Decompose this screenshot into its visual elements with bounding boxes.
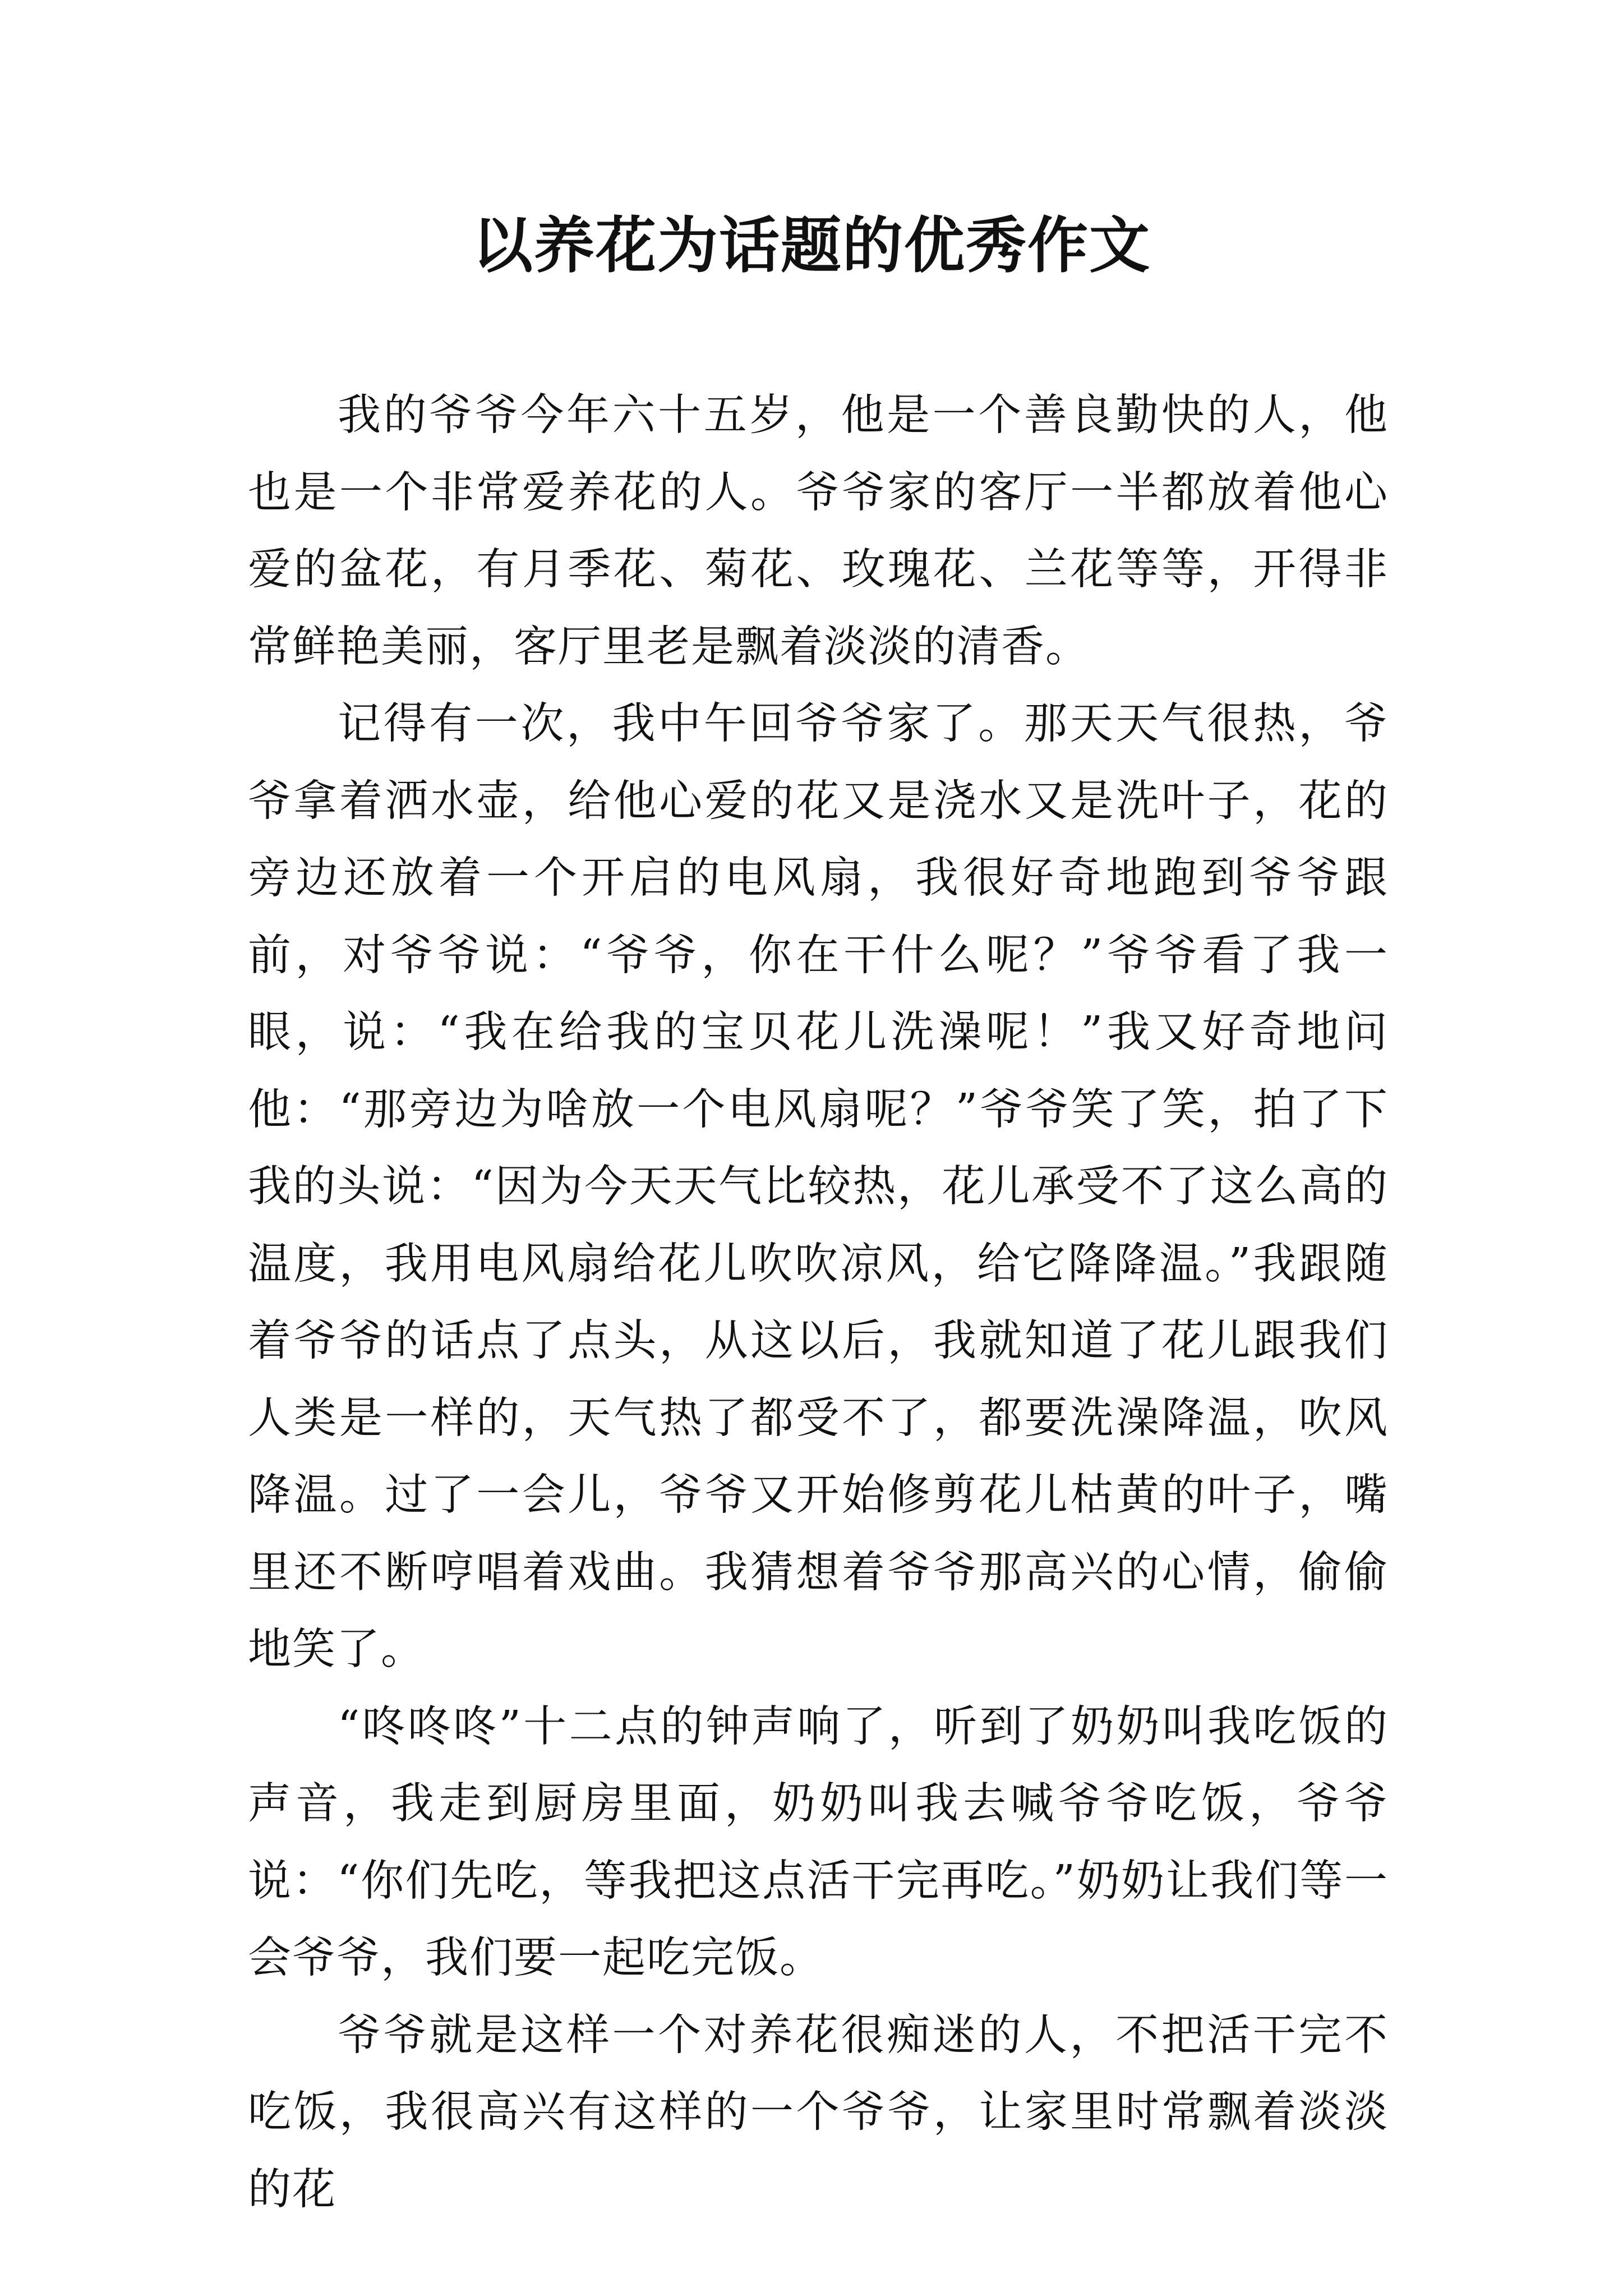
document-title: 以养花为话题的优秀作文 <box>472 210 1151 281</box>
paragraph: “咚咚咚”十二点的钟声响了，听到了奶奶叫我吃饭的声音，我走到厨房里面，奶奶叫我去喊爷爷吃饭，爷爷说：“你们先吃，等我把这点活干完再吃。”奶奶让我们等一会爷爷，我们要一起吃完饭。 <box>248 1701 1389 1983</box>
paragraph: 爷爷就是这样一个对养花很痴迷的人，不把活干完不吃饭，我很高兴有这样的一个爷爷，让家里时常飘着淡淡的花 <box>248 2010 1389 2215</box>
paragraph: 记得有一次，我中午回爷爷家了。那天天气很热，爷爷拿着洒水壶，给他心爱的花又是浇水又是洗叶子，花的旁边还放着一个开启的电风扇，我很好奇地跑到爷爷跟前，对爷爷说：“爷爷，你在干什么呢？”爷爷看了我一眼，说：“我在给我的宝贝花儿洗澡呢！”我又好奇地问他：“那旁边为啥放一个电风扇呢？”爷爷笑了笑，拍了下我的头说：“因为今天天气比较热，花儿承受不了这么高的温度，我用电风扇给花儿吹吹凉风，给它降降温。”我跟随着爷爷的话点了点头，从这以后，我就知道了花儿跟我们人类是一样的，天气热了都受不了，都要洗澡降温，吹风降温。过了一会儿，爷爷又开始修剪花儿枯黄的叶子，嘴里还不断哼唱着戏曲。我猜想着爷爷那高兴的心情，偷偷地笑了。 <box>248 699 1389 1674</box>
paragraph: 我的爷爷今年六十五岁，他是一个善良勤快的人，他也是一个非常爱养花的人。爷爷家的客厅一半都放着他心爱的盆花，有月季花、菊花、玫瑰花、兰花等等，开得非常鲜艳美丽，客厅里老是飘着淡淡的清香。 <box>248 390 1389 672</box>
document-body <box>248 377 1389 2228</box>
